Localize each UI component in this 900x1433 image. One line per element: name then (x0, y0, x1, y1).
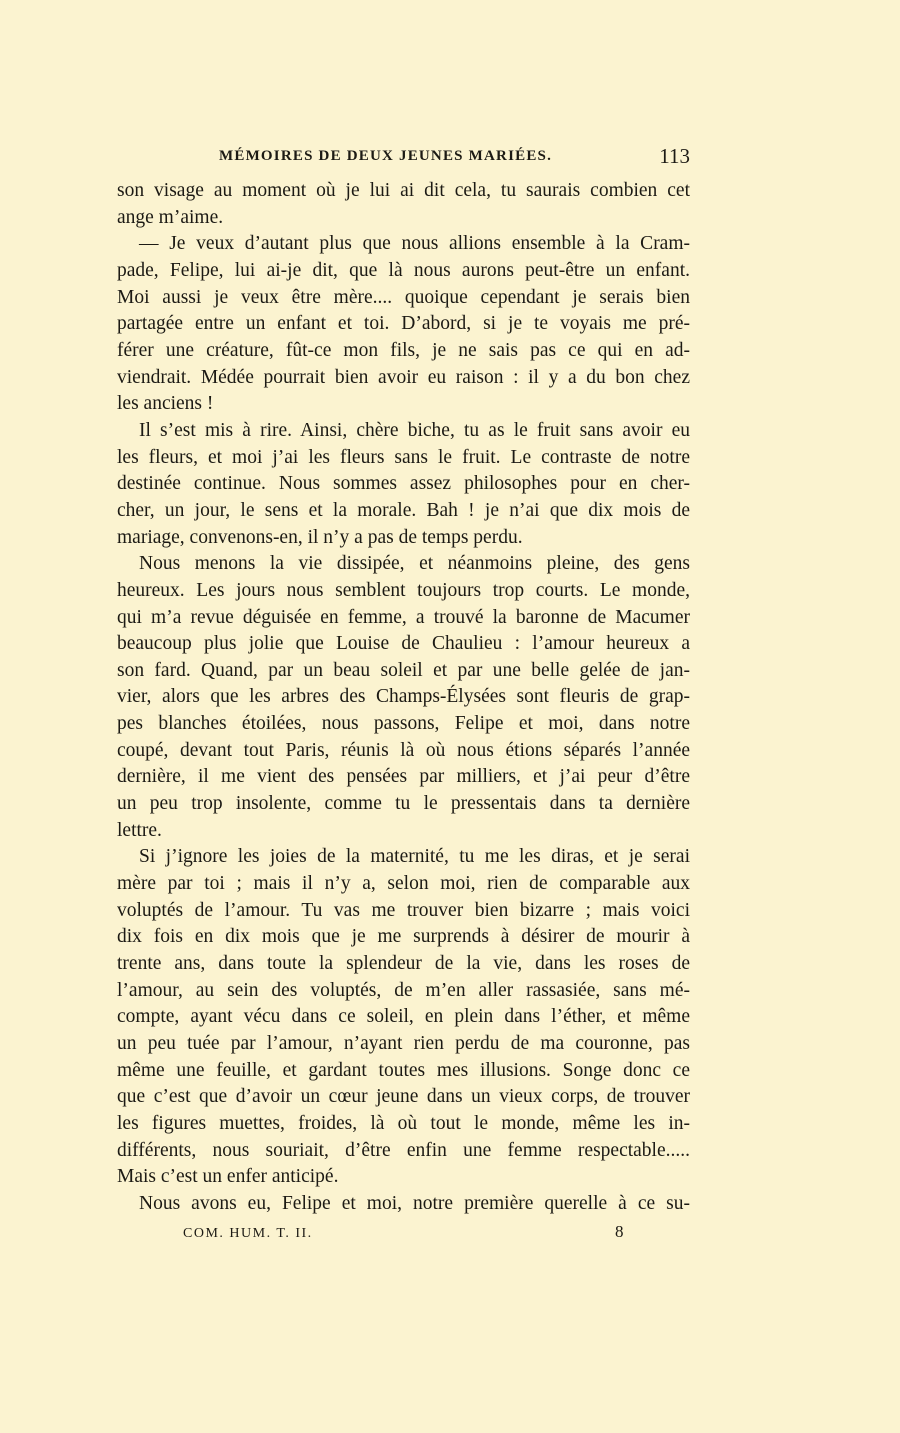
text-line: partagée entre un enfant et toi. D’abord, si je te voyais me pré- (117, 313, 690, 335)
text-line: son visage au moment où je lui ai dit cela, tu saurais combien cet (117, 180, 690, 201)
text-line: compte, ayant vécu dans ce soleil, en plein dans l’éther, et même (117, 1006, 690, 1028)
text-line: un peu trop insolente, comme tu le pressentais dans ta dernière (117, 793, 690, 815)
running-title: MÉMOIRES DE DEUX JEUNES MARIÉES. (219, 148, 553, 164)
text-line: l’amour, au sein des voluptés, de m’en aller rassasiée, sans mé- (117, 979, 690, 1001)
text-line: heureux. Les jours nous semblent toujours trop courts. Le monde, (117, 579, 690, 601)
text-line: coupé, devant tout Paris, réunis là où nous étions séparés l’année (117, 739, 690, 761)
text-line: que c’est que d’avoir un cœur jeune dans un vieux corps, de trouver (117, 1086, 690, 1108)
text-line: ange m’aime. (117, 206, 224, 228)
text-line: beaucoup plus jolie que Louise de Chaulieu : l’amour heureux a (117, 633, 690, 655)
text-line: Moi aussi je veux être mère.... quoique cependant je serais bien (117, 286, 690, 308)
gathering-number: 8 (615, 1222, 624, 1241)
text-line: voluptés de l’amour. Tu vas me trouver bien bizarre ; mais voici (117, 899, 690, 921)
text-line: Nous avons eu, Felipe et moi, notre première querelle à ce su- (139, 1192, 690, 1214)
text-line: pes blanches étoilées, nous passons, Felipe et moi, dans notre (117, 713, 690, 735)
page-number: 113 (659, 144, 690, 168)
body-text (117, 178, 690, 1218)
text-line: mariage, convenons-en, il n’y a pas de temps perdu. (117, 526, 523, 548)
text-line: les anciens ! (117, 393, 214, 415)
text-line: pade, Felipe, lui ai-je dit, que là nous aurons peut-être un enfant. (117, 259, 690, 281)
text-line: férer une créature, fût-ce mon fils, je ne sais pas ce qui en ad- (117, 339, 690, 361)
text-line: les fleurs, et moi j’ai les fleurs sans le fruit. Le contraste de notre (117, 446, 690, 468)
text-line: — Je veux d’autant plus que nous allions ensemble à la Cram- (139, 233, 690, 255)
text-line: viendrait. Médée pourrait bien avoir eu raison : il y a du bon chez (117, 366, 690, 388)
text-line: qui m’a revue déguisée en femme, a trouvé la baronne de Macumer (117, 606, 690, 628)
signature-mark: COM. HUM. T. II. (183, 1226, 313, 1241)
text-line: même une feuille, et gardant toutes mes illusions. Songe donc ce (117, 1059, 690, 1081)
text-line: destinée continue. Nous sommes assez philosophes pour en cher- (117, 473, 690, 495)
text-line: un peu tuée par l’amour, n’ayant rien perdu de ma couronne, pas (117, 1033, 690, 1054)
text-line: son fard. Quand, par un beau soleil et par une belle gelée de jan- (117, 659, 690, 681)
page-header (117, 146, 690, 172)
text-line: Si j’ignore les joies de la maternité, tu me les diras, et je serai (139, 846, 690, 868)
page-footer (117, 1222, 690, 1246)
text-line: mère par toi ; mais il n’y a, selon moi, rien de comparable aux (117, 873, 690, 895)
text-line: Nous menons la vie dissipée, et néanmoins pleine, des gens (139, 553, 690, 575)
text-line: lettre. (117, 819, 162, 841)
text-line: dix fois en dix mois que je me surprends à désirer de mourir à (117, 926, 690, 948)
text-line: Il s’est mis à rire. Ainsi, chère biche, tu as le fruit sans avoir eu (139, 419, 690, 441)
text-line: trente ans, dans toute la splendeur de la vie, dans les roses de (117, 953, 690, 975)
text-line: les figures muettes, froides, là où tout le monde, même les in- (117, 1112, 690, 1134)
text-line: dernière, il me vient des pensées par milliers, et j’ai peur d’être (117, 766, 690, 788)
text-line: Mais c’est un enfer anticipé. (117, 1166, 339, 1188)
text-line: vier, alors que les arbres des Champs-Élysées sont fleuris de grap- (117, 686, 690, 708)
text-line: différents, nous souriait, d’être enfin une femme respectable..... (117, 1139, 690, 1161)
text-line: cher, un jour, le sens et la morale. Bah ! je n’ai que dix mois de (117, 499, 690, 521)
